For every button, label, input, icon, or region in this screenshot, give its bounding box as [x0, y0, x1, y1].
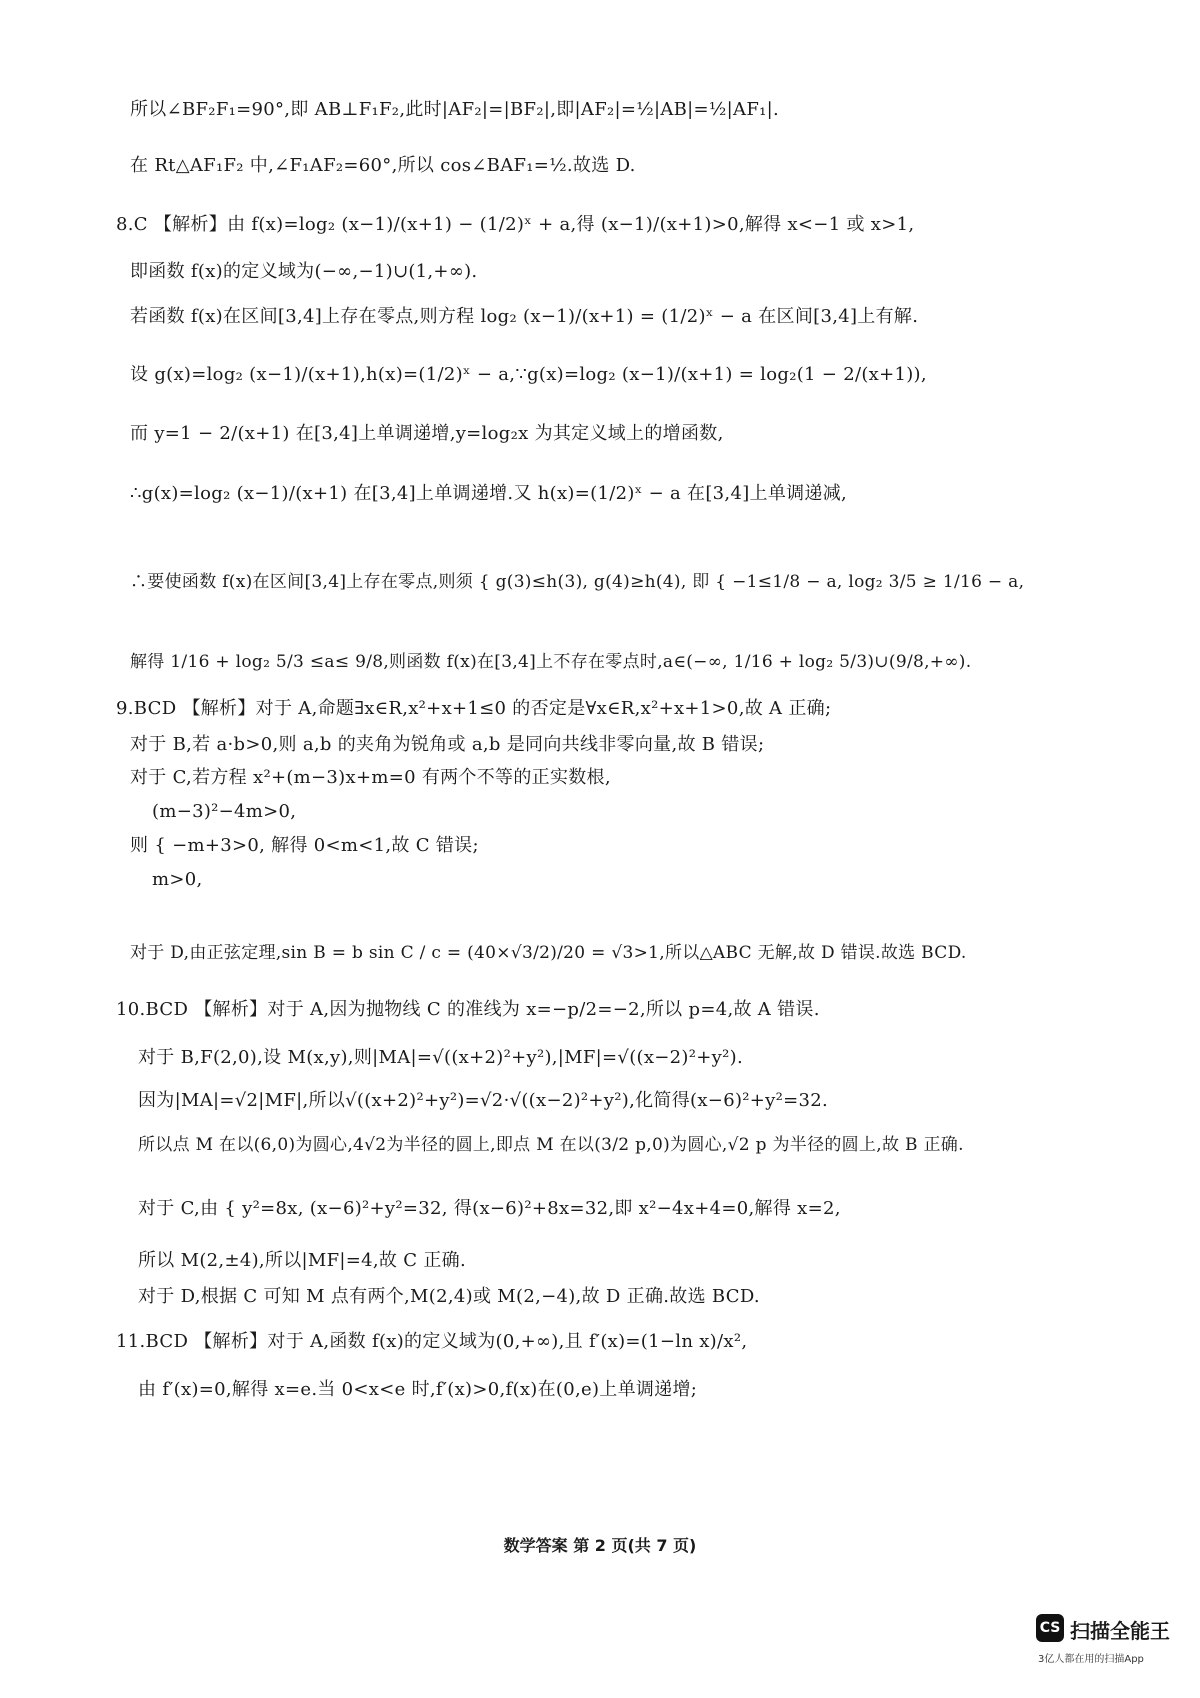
- text-line: 对于 C,若方程 x²+(m−3)x+m=0 有两个不等的正实数根,: [130, 767, 611, 788]
- text-line: 11.BCD 【解析】对于 A,函数 f(x)的定义域为(0,+∞),且 f′(x)=(1−ln x)/x²,: [116, 1331, 748, 1352]
- text-line: 由 f′(x)=0,解得 x=e.当 0<x<e 时,f′(x)>0,f(x)在(0,e)上单调递增;: [138, 1379, 698, 1400]
- text-line: 因为|MA|=√2|MF|,所以√((x+2)²+y²)=√2·√((x−2)²+y²),化简得(x−6)²+y²=32.: [138, 1090, 829, 1111]
- scanner-logo: [1036, 1614, 1172, 1680]
- cs-logo-icon: CS: [1036, 1614, 1064, 1642]
- text-line: ∴g(x)=log₂ (x−1)/(x+1) 在[3,4]上单调递增.又 h(x)=(1/2)ˣ − a 在[3,4]上单调递减,: [130, 483, 848, 504]
- text-line: m>0,: [152, 869, 203, 890]
- text-line: 对于 B,F(2,0),设 M(x,y),则|MA|=√((x+2)²+y²),|MF|=√((x−2)²+y²).: [138, 1047, 743, 1068]
- text-line: 即函数 f(x)的定义域为(−∞,−1)∪(1,+∞).: [130, 261, 478, 282]
- text-line: 若函数 f(x)在区间[3,4]上存在零点,则方程 log₂ (x−1)/(x+1) = (1/2)ˣ − a 在区间[3,4]上有解.: [130, 306, 919, 327]
- text-line: 9.BCD 【解析】对于 A,命题∃x∈R,x²+x+1≤0 的否定是∀x∈R,x²+x+1>0,故 A 正确;: [116, 698, 832, 719]
- logo-name: 扫描全能王: [1070, 1619, 1170, 1643]
- text-line: 而 y=1 − 2/(x+1) 在[3,4]上单调递增,y=log₂x 为其定义域上的增函数,: [130, 423, 724, 444]
- text-line: 解得 1/16 + log₂ 5/3 ≤a≤ 9/8,则函数 f(x)在[3,4]上不存在零点时,a∈(−∞, 1/16 + log₂ 5/3)∪(9/8,+∞).: [130, 652, 972, 672]
- text-line: 所以 M(2,±4),所以|MF|=4,故 C 正确.: [138, 1250, 466, 1271]
- text-line: 设 g(x)=log₂ (x−1)/(x+1),h(x)=(1/2)ˣ − a,∵g(x)=log₂ (x−1)/(x+1) = log₂(1 − 2/(x+1)),: [130, 364, 927, 385]
- text-line: 所以∠BF₂F₁=90°,即 AB⊥F₁F₂,此时|AF₂|=|BF₂|,即|AF₂|=½|AB|=½|AF₁|.: [130, 99, 780, 120]
- text-line: 对于 D,由正弦定理,sin B = b sin C / c = (40×√3/2)/20 = √3>1,所以△ABC 无解,故 D 错误.故选 BCD.: [130, 943, 967, 963]
- text-line: 8.C 【解析】由 f(x)=log₂ (x−1)/(x+1) − (1/2)ˣ + a,得 (x−1)/(x+1)>0,解得 x<−1 或 x>1,: [116, 214, 915, 235]
- text-line: (m−3)²−4m>0,: [152, 801, 297, 822]
- text-line: 则 { −m+3>0, 解得 0<m<1,故 C 错误;: [130, 835, 479, 856]
- logo-tagline: 3亿人都在用的扫描App: [1038, 1654, 1144, 1665]
- text-line: 对于 C,由 { y²=8x, (x−6)²+y²=32, 得(x−6)²+8x=32,即 x²−4x+4=0,解得 x=2,: [138, 1198, 841, 1219]
- text-line: 对于 D,根据 C 可知 M 点有两个,M(2,4)或 M(2,−4),故 D 正确.故选 BCD.: [138, 1286, 760, 1307]
- text-line: 10.BCD 【解析】对于 A,因为抛物线 C 的准线为 x=−p/2=−2,所以 p=4,故 A 错误.: [116, 999, 820, 1020]
- text-line: ∴要使函数 f(x)在区间[3,4]上存在零点,则须 { g(3)≤h(3), g(4)≥h(4), 即 { −1≤1/8 − a, log₂ 3/5 ≥ 1/16 − a,: [130, 572, 1025, 592]
- text-line: 在 Rt△AF₁F₂ 中,∠F₁AF₂=60°,所以 cos∠BAF₁=½.故选 D.: [130, 155, 636, 176]
- text-line: 所以点 M 在以(6,0)为圆心,4√2为半径的圆上,即点 M 在以(3/2 p,0)为圆心,√2 p 为半径的圆上,故 B 正确.: [138, 1135, 964, 1155]
- page-footer: 数学答案 第 2 页(共 7 页): [503, 1536, 697, 1555]
- text-line: 对于 B,若 a·b>0,则 a,b 的夹角为锐角或 a,b 是同向共线非零向量,故 B 错误;: [130, 734, 765, 755]
